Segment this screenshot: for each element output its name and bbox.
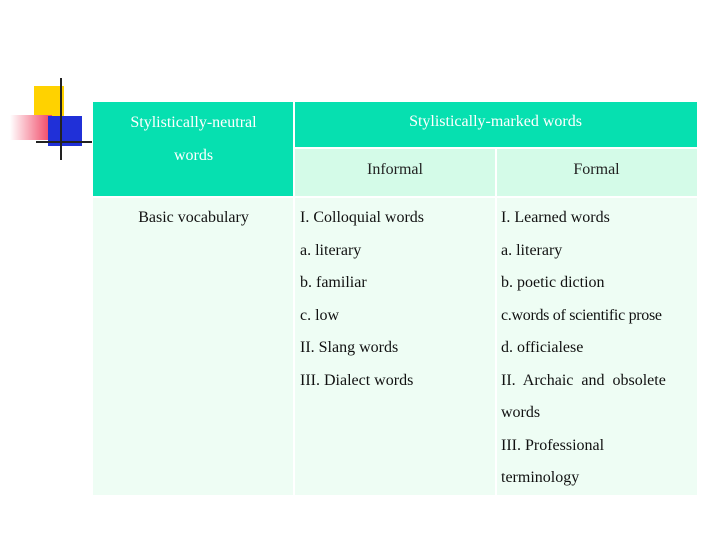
list-item: terminology xyxy=(501,469,580,486)
list-item: I. Learned words xyxy=(501,209,610,226)
cell-basic-vocabulary: Basic vocabulary xyxy=(93,197,294,495)
header-formal: Formal xyxy=(496,148,697,197)
red-square-shape xyxy=(10,115,52,140)
list-item: words xyxy=(501,404,541,421)
list-item: a. literary xyxy=(501,241,563,259)
list-item: c.words of scientific prose xyxy=(501,306,662,324)
row-divider xyxy=(93,196,697,198)
cell-formal-list xyxy=(496,197,697,495)
header-neutral-line2: words xyxy=(173,147,214,164)
header-neutral-words xyxy=(93,102,294,197)
list-item: III. Professional xyxy=(501,436,605,454)
list-item: I. Colloquial words xyxy=(300,209,424,226)
list-item: II. Archaic and obsolete xyxy=(501,371,666,389)
header-neutral-line1: Stylistically-neutral xyxy=(130,114,257,131)
column-divider xyxy=(293,102,295,495)
list-item: c. low xyxy=(300,306,340,324)
list-item: III. Dialect words xyxy=(300,371,414,389)
list-item: II. Slang words xyxy=(300,339,399,356)
list-item: a. literary xyxy=(300,241,362,259)
logo-vertical-line xyxy=(60,78,62,160)
column-divider xyxy=(495,148,497,495)
logo-horizontal-line xyxy=(36,141,92,143)
header-informal: Informal xyxy=(294,148,496,197)
list-item: b. poetic diction xyxy=(501,274,605,291)
slide-logo-decoration xyxy=(0,0,100,170)
cell-informal-list xyxy=(294,197,496,495)
list-item: d. officialese xyxy=(501,339,584,356)
header-marked-words: Stylistically-marked words xyxy=(294,102,697,148)
list-item: b. familiar xyxy=(300,274,367,291)
row-divider xyxy=(294,147,697,149)
